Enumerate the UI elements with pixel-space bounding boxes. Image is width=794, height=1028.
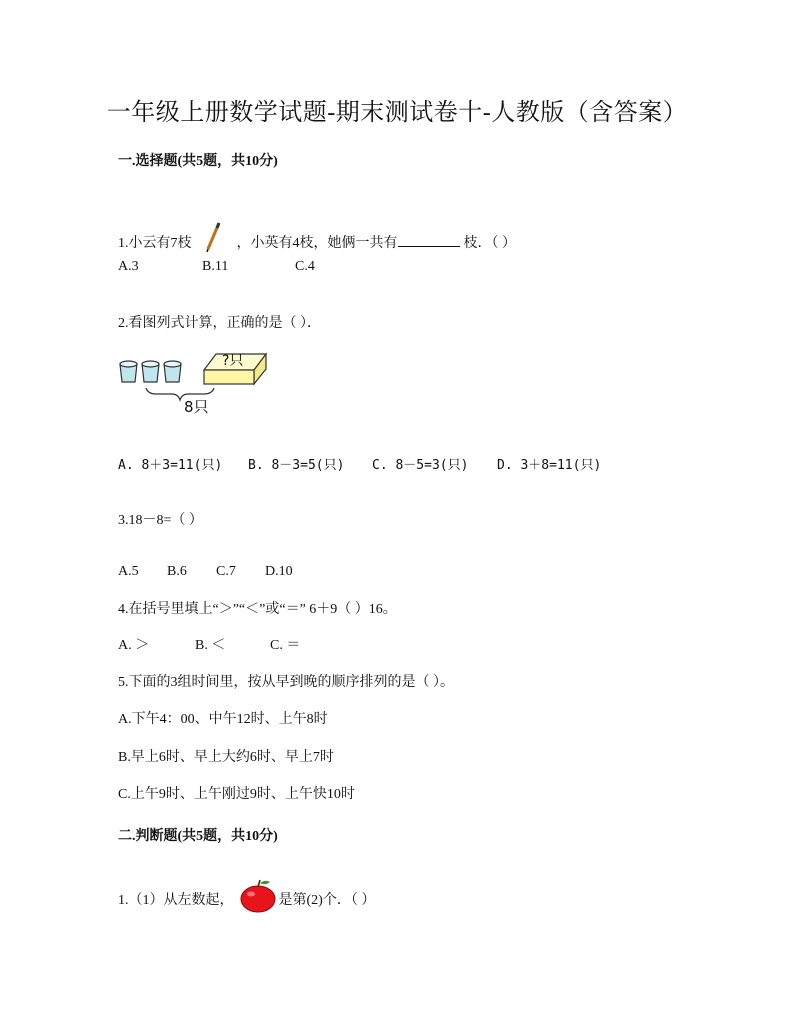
question-4-option-b: B. ＜ [195,638,226,653]
question-2-option-b: B. 8－3=5(只) [248,458,345,473]
question-1-text-a: 1.小云有7枝 [118,236,192,251]
question-4-option-c: C. ＝ [270,638,301,653]
judgement-1-text-a: 1.（1）从左数起， [118,893,234,908]
question-2-option-d: D. 3＋8=11(只) [497,458,602,473]
question-2-text: 2.看图列式计算，正确的是（ ）． [118,316,321,331]
box-label: ?只 [222,353,244,369]
question-4-option-a: A. ＞ [118,638,150,653]
judgement-1 [118,878,375,914]
question-2-option-a: A. 8＋3=11(只) [118,458,223,473]
question-1-text-c: 枝．（ ） [463,236,516,251]
question-3-text: 3.18－8=（ ） [118,513,203,528]
question-5-option-c: C.上午9时、上午刚过9时、上午快10时 [118,787,355,802]
question-1-text-b: ，小英有4枝，她俩一共有 [236,236,398,251]
judgement-1-text-b: 是第(2)个．（ ） [278,893,376,908]
question-3-option-a: A.5 [118,564,139,579]
cup-icon [120,361,137,382]
total-label: 8只 [184,398,209,416]
answer-blank[interactable] [398,234,460,247]
question-3-option-c: C.7 [216,564,236,579]
apple-icon [239,878,277,914]
question-5-option-b: B.早上6时、早上大约6时、早上7时 [118,750,334,765]
cup-icon [164,361,181,382]
cup-icon [142,361,159,382]
question-3-option-b: B.6 [167,564,187,579]
section-heading-judgement: 二.判断题(共5题，共10分) [118,829,278,844]
question-2-option-c: C. 8－5=3(只) [372,458,469,473]
question-5-text: 5.下面的3组时间里，按从早到晚的顺序排列的是（ ）。 [118,675,454,690]
question-1-option-b: B.11 [202,259,229,274]
question-3-option-d: D.10 [265,564,293,579]
box-icon [204,353,266,384]
question-1-option-a: A.3 [118,259,139,274]
question-4-text: 4.在括号里填上“＞”“＜”或“＝” 6＋9（ ）16。 [118,602,397,617]
page-title: 一年级上册数学试题-期末测试卷十-人教版（含答案） [106,100,688,126]
cups-box-figure [116,350,276,416]
question-1-option-c: C.4 [295,259,315,274]
section-heading-choice: 一.选择题(共5题，共10分) [118,154,278,169]
pencil-icon [199,221,229,253]
question-5-option-a: A.下午4：00、中午12时、上午8时 [118,712,328,727]
question-1 [118,221,516,253]
